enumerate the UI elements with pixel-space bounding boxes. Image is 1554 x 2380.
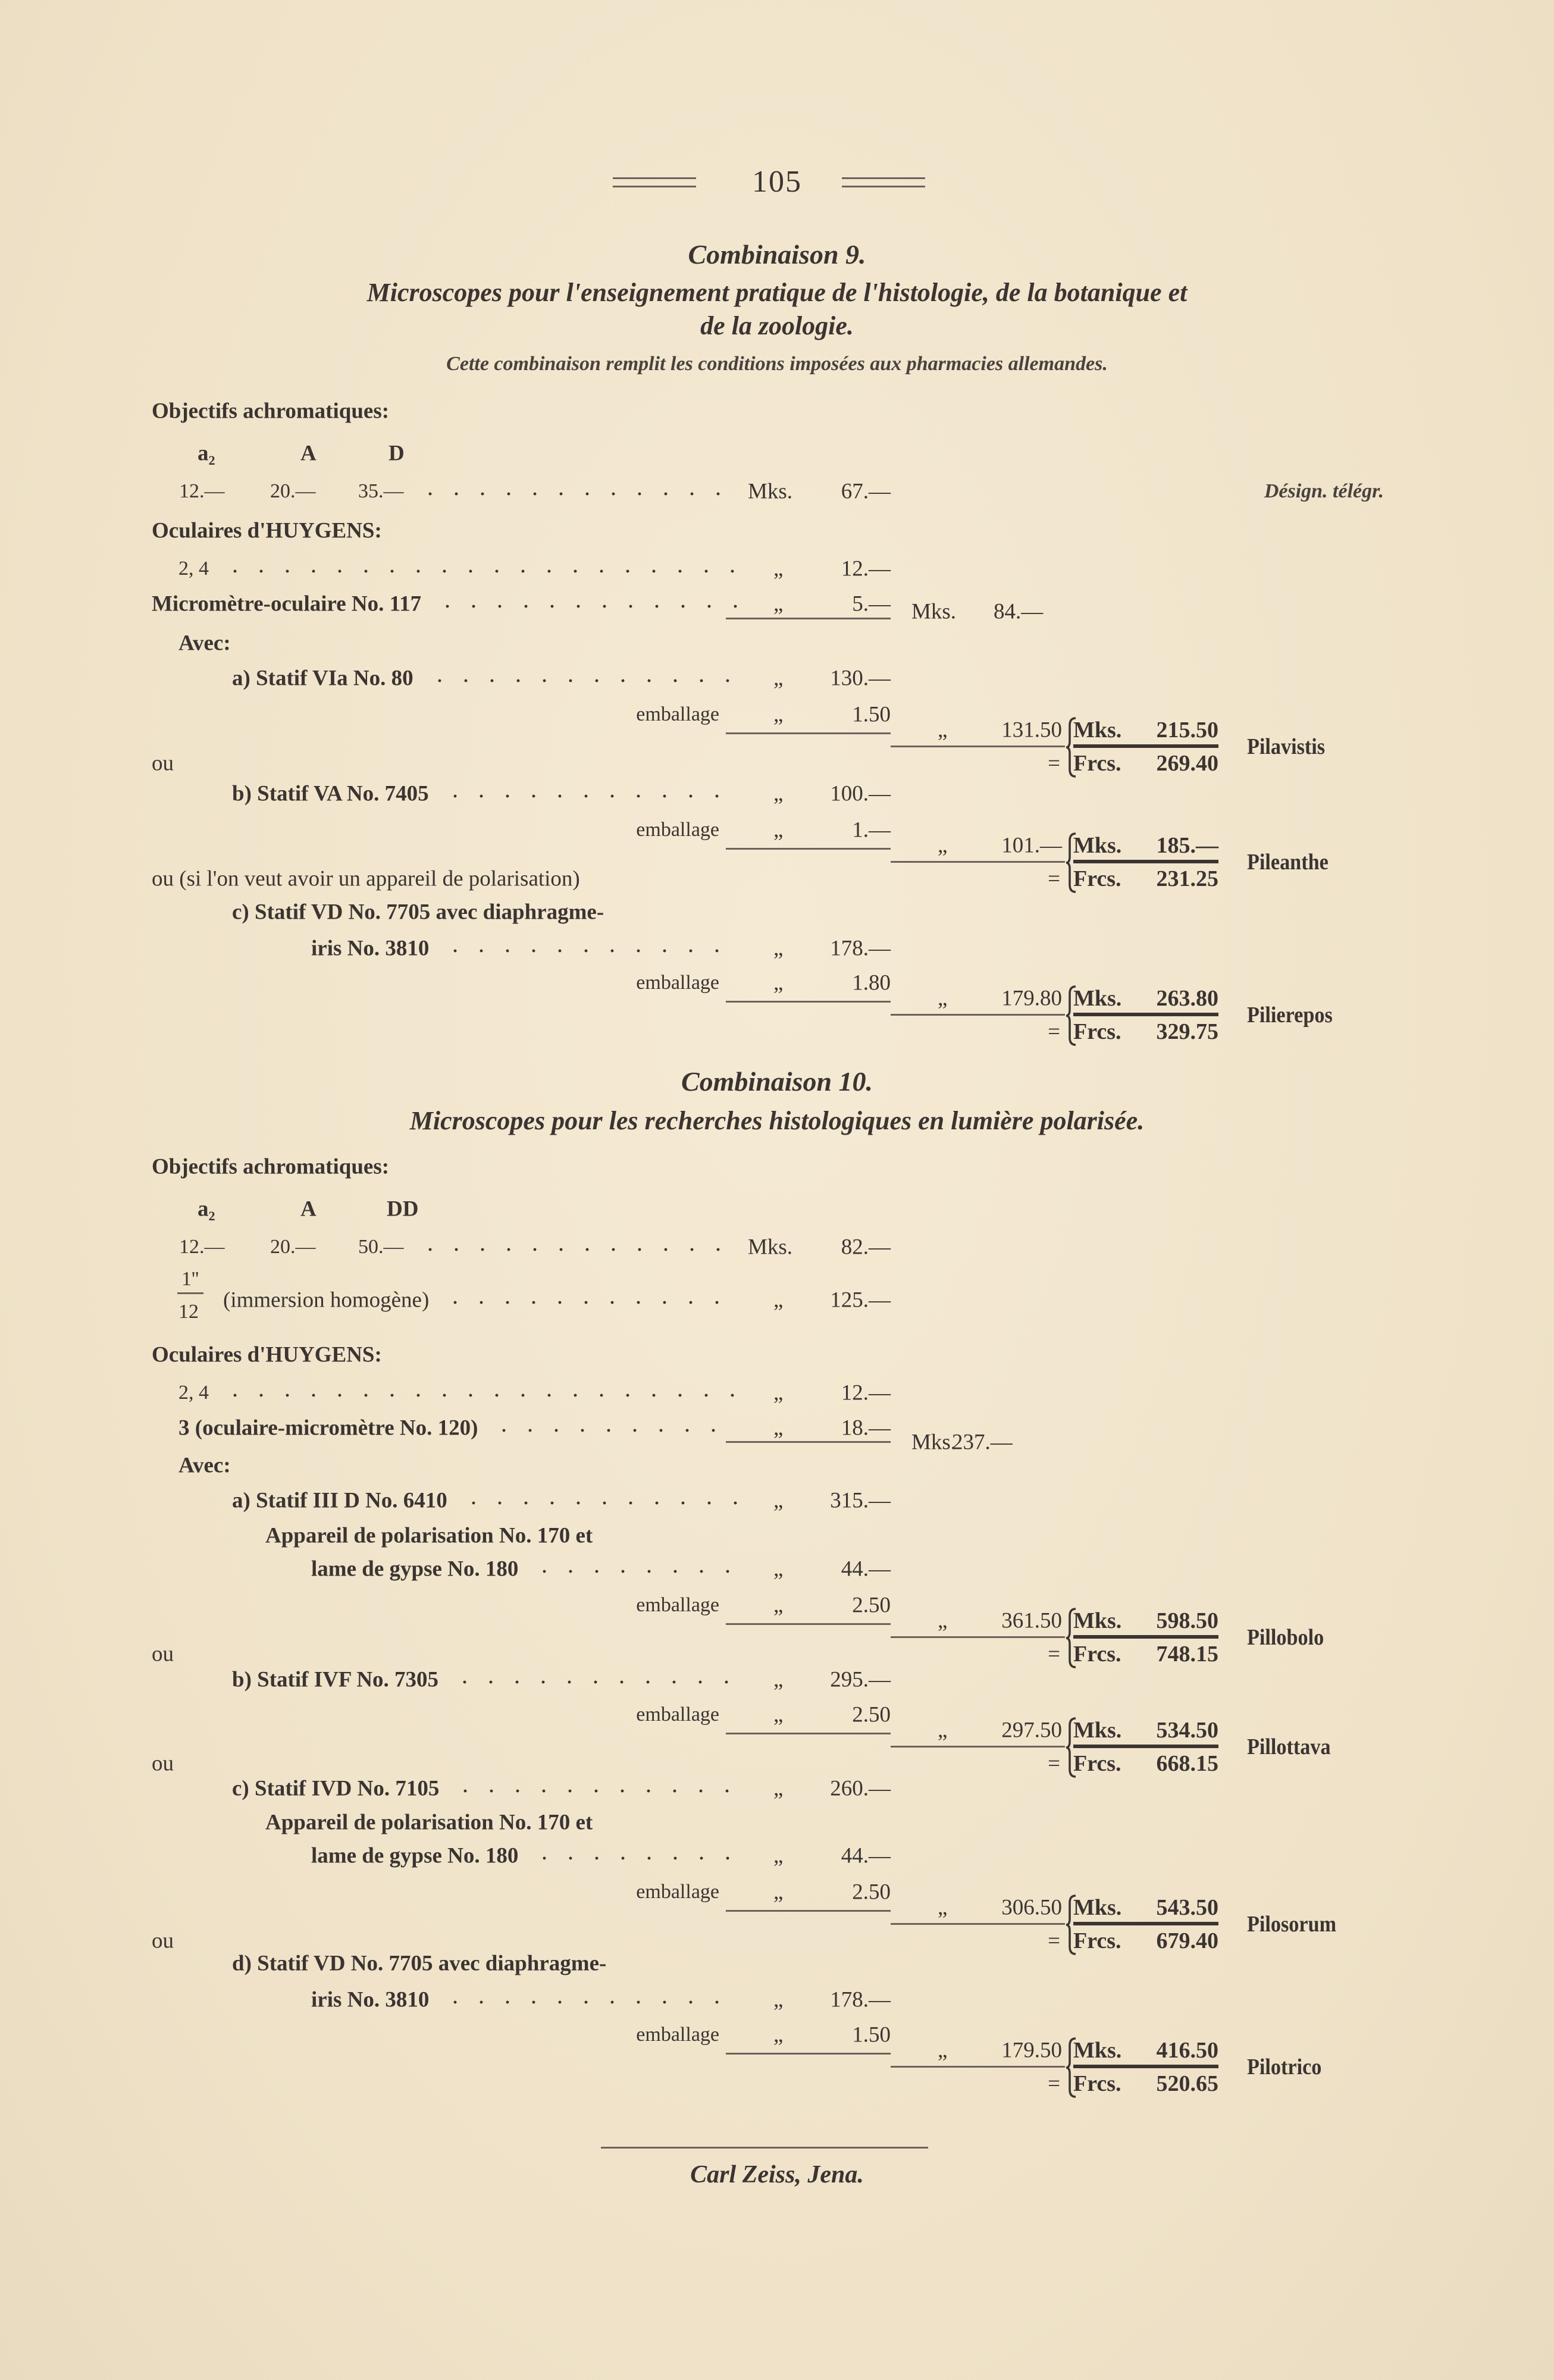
ditto-mark: „ bbox=[773, 1667, 784, 1692]
subtotal-value: 297.50 bbox=[1001, 1718, 1062, 1743]
marks-label: Mks. bbox=[1073, 833, 1122, 858]
ditto-mark: „ bbox=[773, 970, 784, 995]
rule-divider bbox=[726, 1623, 891, 1625]
dot-leader bbox=[222, 569, 738, 573]
ditto-mark: „ bbox=[773, 936, 784, 961]
item-price: 100.— bbox=[830, 781, 891, 806]
item-label: d) Statif VD No. 7705 avec diaphragme- bbox=[232, 1951, 607, 1976]
ditto-mark: „ bbox=[938, 1895, 948, 1920]
ditto-mark: „ bbox=[773, 1288, 784, 1313]
item-price: 295.— bbox=[830, 1667, 891, 1692]
double-rule bbox=[1073, 1635, 1218, 1639]
marks-total: 185.— bbox=[1156, 833, 1218, 858]
rule-divider bbox=[726, 2053, 891, 2055]
currency-label: Mks. bbox=[911, 1430, 957, 1455]
objectives-total: 82.— bbox=[841, 1235, 891, 1260]
dot-leader bbox=[531, 1856, 738, 1860]
objective-name: a₂ bbox=[198, 1197, 215, 1222]
fraction-numerator: 1'' bbox=[181, 1268, 199, 1290]
rule-divider bbox=[891, 746, 1065, 747]
rule-divider bbox=[726, 732, 891, 734]
dot-leader bbox=[442, 949, 738, 953]
marks-label: Mks. bbox=[1073, 718, 1122, 743]
ditto-mark: „ bbox=[773, 702, 784, 727]
ornament-rule bbox=[613, 186, 696, 187]
objective-price: 12.— bbox=[179, 1236, 225, 1258]
subtotal-value: 361.50 bbox=[1001, 1608, 1062, 1633]
item-label: Appareil de polarisation No. 170 et bbox=[265, 1523, 593, 1548]
ditto-mark: „ bbox=[773, 591, 784, 616]
ditto-mark: „ bbox=[773, 1702, 784, 1727]
francs-label: Frcs. bbox=[1073, 2071, 1121, 2096]
currency-label: Mks. bbox=[911, 599, 957, 624]
objective-price: 12.— bbox=[179, 480, 225, 502]
item-price: 260.— bbox=[830, 1776, 891, 1801]
ditto-mark: „ bbox=[938, 1718, 948, 1743]
item-price: 44.— bbox=[841, 1843, 891, 1868]
packing-price: 2.50 bbox=[852, 1702, 891, 1727]
item-label: c) Statif VD No. 7705 avec diaphragme- bbox=[232, 900, 604, 925]
rule-divider bbox=[891, 1923, 1065, 1925]
ditto-mark: „ bbox=[938, 2038, 948, 2063]
telegraph-code: Pilierepos bbox=[1247, 1003, 1333, 1028]
item-label: iris No. 3810 bbox=[311, 936, 430, 961]
ditto-mark: „ bbox=[773, 1416, 784, 1440]
eyepieces-heading: Oculaires d'HUYGENS: bbox=[152, 518, 382, 543]
ditto-mark: „ bbox=[938, 986, 948, 1011]
marks-total: 416.50 bbox=[1156, 2038, 1218, 2063]
telegraph-code: Pillobolo bbox=[1247, 1625, 1324, 1650]
item-label: b) Statif IVF No. 7305 bbox=[232, 1667, 439, 1692]
packing-label: emballage bbox=[636, 1881, 719, 1903]
marks-total: 263.80 bbox=[1156, 986, 1218, 1011]
equals-sign: = bbox=[1048, 866, 1060, 891]
ditto-mark: „ bbox=[773, 818, 784, 843]
subtotal-value: 101.— bbox=[1001, 833, 1062, 858]
objective-price: 20.— bbox=[270, 480, 316, 502]
dot-leader bbox=[442, 2000, 738, 2004]
item-label: lame de gypse No. 180 bbox=[311, 1843, 519, 1868]
packing-price: 2.50 bbox=[852, 1880, 891, 1905]
ornament-rule bbox=[613, 177, 696, 179]
packing-label: emballage bbox=[636, 972, 719, 994]
objective-price: 20.— bbox=[270, 1236, 316, 1258]
telegraph-code: Pillottava bbox=[1247, 1734, 1331, 1759]
subtotal-value: 306.50 bbox=[1001, 1895, 1062, 1920]
ditto-mark: „ bbox=[938, 833, 948, 858]
francs-label: Frcs. bbox=[1073, 1751, 1121, 1776]
item-label: a) Statif III D No. 6410 bbox=[232, 1488, 447, 1513]
item-label: 3 (oculaire-micromètre No. 120) bbox=[178, 1416, 478, 1440]
dot-leader bbox=[442, 1301, 738, 1304]
objective-price: 50.— bbox=[358, 1236, 404, 1258]
rule-divider bbox=[726, 1910, 891, 1912]
objective-name: A bbox=[300, 1197, 317, 1222]
ditto-mark: „ bbox=[773, 1380, 784, 1405]
francs-total: 679.40 bbox=[1156, 1928, 1218, 1953]
dot-leader bbox=[452, 1680, 738, 1684]
equals-sign: = bbox=[1048, 1928, 1060, 1953]
objective-name: DD bbox=[387, 1197, 419, 1222]
packing-price: 1.80 bbox=[852, 970, 891, 995]
marks-total: 534.50 bbox=[1156, 1718, 1218, 1743]
rule-divider bbox=[891, 861, 1065, 863]
francs-total: 329.75 bbox=[1156, 1019, 1218, 1044]
packing-price: 1.— bbox=[852, 818, 891, 843]
with-heading: Avec: bbox=[178, 631, 231, 656]
packing-label: emballage bbox=[636, 819, 719, 841]
separator-ou: ou bbox=[152, 1642, 174, 1667]
page-number: 105 bbox=[752, 165, 802, 199]
item-price: 12.— bbox=[841, 556, 891, 581]
francs-label: Frcs. bbox=[1073, 866, 1121, 891]
rule-divider bbox=[891, 1746, 1065, 1748]
marks-total: 598.50 bbox=[1156, 1608, 1218, 1633]
separator-ou: ou bbox=[152, 751, 174, 776]
double-rule bbox=[1073, 2065, 1218, 2068]
equals-sign: = bbox=[1048, 1019, 1060, 1044]
ornament-rule bbox=[842, 177, 925, 179]
dot-leader bbox=[427, 679, 738, 682]
section-subtitle: Microscopes pour l'enseignement pratique de l'histologie, de la botanique et bbox=[366, 278, 1188, 307]
francs-label: Frcs. bbox=[1073, 1642, 1121, 1667]
marks-label: Mks. bbox=[1073, 2038, 1122, 2063]
packing-label: emballage bbox=[636, 1594, 719, 1616]
telegraph-code: Pilotrico bbox=[1247, 2055, 1322, 2080]
francs-label: Frcs. bbox=[1073, 751, 1121, 776]
dot-leader bbox=[417, 1248, 738, 1251]
objective-name: a₂ bbox=[198, 441, 215, 466]
section-note: Cette combinaison remplit les conditions imposées aux pharmacies allemandes. bbox=[446, 353, 1108, 375]
ditto-mark: „ bbox=[773, 781, 784, 806]
objectives-heading: Objectifs achromatiques: bbox=[152, 1154, 390, 1179]
telegraph-heading: Désign. télégr. bbox=[1264, 480, 1384, 502]
ditto-mark: „ bbox=[773, 1987, 784, 2012]
double-rule bbox=[1073, 1922, 1218, 1925]
francs-total: 231.25 bbox=[1156, 866, 1218, 891]
item-price: 44.— bbox=[841, 1557, 891, 1582]
item-label: a) Statif VIa No. 80 bbox=[232, 666, 413, 691]
section-title: Combinaison 9. bbox=[688, 239, 866, 270]
fraction-bar bbox=[177, 1292, 203, 1294]
dot-leader bbox=[434, 605, 738, 608]
item-price: 125.— bbox=[830, 1288, 891, 1313]
subtotal-value: 179.80 bbox=[1001, 986, 1062, 1011]
equals-sign: = bbox=[1048, 751, 1060, 776]
double-rule bbox=[1073, 860, 1218, 863]
dot-leader bbox=[442, 794, 738, 798]
section-subtitle: de la zoologie. bbox=[700, 311, 854, 340]
item-label: lame de gypse No. 180 bbox=[311, 1557, 519, 1582]
immersion-label: (immersion homogène) bbox=[223, 1288, 430, 1313]
ditto-mark: „ bbox=[773, 556, 784, 581]
optics-total: 237.— bbox=[952, 1430, 1013, 1455]
equals-sign: = bbox=[1048, 1642, 1060, 1667]
subtotal-value: 131.50 bbox=[1001, 718, 1062, 743]
optics-total: 84.— bbox=[994, 599, 1044, 624]
francs-total: 520.65 bbox=[1156, 2071, 1218, 2096]
rule-divider bbox=[726, 1733, 891, 1734]
telegraph-code: Pileanthe bbox=[1247, 850, 1329, 875]
marks-label: Mks. bbox=[1073, 1718, 1122, 1743]
item-price: 18.— bbox=[841, 1416, 891, 1440]
fraction-denominator: 12 bbox=[178, 1301, 199, 1323]
item-price: 178.— bbox=[830, 1987, 891, 2012]
item-label: Micromètre-oculaire No. 117 bbox=[152, 591, 422, 616]
marks-total: 543.50 bbox=[1156, 1895, 1218, 1920]
objectives-total: 67.— bbox=[841, 479, 891, 504]
francs-label: Frcs. bbox=[1073, 1019, 1121, 1044]
ditto-mark: „ bbox=[773, 1488, 784, 1513]
ditto-mark: „ bbox=[773, 1557, 784, 1582]
currency-label: Mks. bbox=[748, 1235, 793, 1260]
item-label: Appareil de polarisation No. 170 et bbox=[265, 1810, 593, 1835]
rule-divider bbox=[726, 1441, 891, 1443]
item-price: 130.— bbox=[830, 666, 891, 691]
rule-divider bbox=[726, 848, 891, 850]
section-subtitle: Microscopes pour les recherches histologiques en lumière polarisée. bbox=[409, 1106, 1145, 1135]
ditto-mark: „ bbox=[938, 1608, 948, 1633]
rule-divider bbox=[726, 618, 891, 619]
marks-total: 215.50 bbox=[1156, 718, 1218, 743]
double-rule bbox=[1073, 1745, 1218, 1748]
item-price: 5.— bbox=[852, 591, 891, 616]
currency-label: Mks. bbox=[748, 479, 793, 504]
marks-label: Mks. bbox=[1073, 986, 1122, 1011]
dot-leader bbox=[417, 492, 738, 496]
footer-rule bbox=[601, 2147, 928, 2149]
ditto-mark: „ bbox=[773, 2022, 784, 2047]
ditto-mark: „ bbox=[773, 1843, 784, 1868]
packing-label: emballage bbox=[636, 2024, 719, 2046]
double-rule bbox=[1073, 1013, 1218, 1016]
item-price: 12.— bbox=[841, 1380, 891, 1405]
item-label: iris No. 3810 bbox=[311, 1987, 430, 2012]
francs-total: 748.15 bbox=[1156, 1642, 1218, 1667]
double-rule bbox=[1073, 744, 1218, 748]
item-label: b) Statif VA No. 7405 bbox=[232, 781, 429, 806]
eyepieces-heading: Oculaires d'HUYGENS: bbox=[152, 1342, 382, 1367]
rule-divider bbox=[891, 2066, 1065, 2068]
rule-divider bbox=[891, 1636, 1065, 1638]
equals-sign: = bbox=[1048, 2071, 1060, 2096]
item-label: c) Statif IVD No. 7105 bbox=[232, 1776, 440, 1801]
dot-leader bbox=[460, 1501, 738, 1505]
equals-sign: = bbox=[1048, 1751, 1060, 1776]
subtotal-value: 179.50 bbox=[1001, 2038, 1062, 2063]
separator-ou: ou bbox=[152, 1928, 174, 1953]
packing-price: 1.50 bbox=[852, 2022, 891, 2047]
telegraph-code: Pilosorum bbox=[1247, 1912, 1337, 1937]
ditto-mark: „ bbox=[938, 718, 948, 743]
ditto-mark: „ bbox=[773, 1776, 784, 1801]
rule-divider bbox=[891, 1014, 1065, 1016]
item-label: 2, 4 bbox=[178, 558, 209, 580]
packing-label: emballage bbox=[636, 703, 719, 725]
marks-label: Mks. bbox=[1073, 1608, 1122, 1633]
packing-label: emballage bbox=[636, 1703, 719, 1726]
rule-divider bbox=[726, 1001, 891, 1003]
item-price: 178.— bbox=[830, 936, 891, 961]
objective-name: D bbox=[388, 441, 405, 466]
separator-ou: ou bbox=[152, 1751, 174, 1776]
packing-price: 2.50 bbox=[852, 1593, 891, 1618]
ditto-mark: „ bbox=[773, 1880, 784, 1905]
francs-total: 269.40 bbox=[1156, 751, 1218, 776]
publisher-signature: Carl Zeiss, Jena. bbox=[690, 2161, 864, 2188]
item-label: 2, 4 bbox=[178, 1382, 209, 1404]
dot-leader bbox=[491, 1429, 738, 1432]
francs-label: Frcs. bbox=[1073, 1928, 1121, 1953]
dot-leader bbox=[531, 1570, 738, 1573]
objective-price: 35.— bbox=[358, 480, 404, 502]
marks-label: Mks. bbox=[1073, 1895, 1122, 1920]
packing-price: 1.50 bbox=[852, 702, 891, 727]
dot-leader bbox=[452, 1789, 738, 1793]
francs-total: 668.15 bbox=[1156, 1751, 1218, 1776]
ditto-mark: „ bbox=[773, 1593, 784, 1618]
ditto-mark: „ bbox=[773, 666, 784, 691]
ornament-rule bbox=[842, 186, 925, 187]
telegraph-code: Pilavistis bbox=[1247, 734, 1326, 759]
dot-leader bbox=[222, 1393, 738, 1397]
separator-ou: ou (si l'on veut avoir un appareil de polarisation) bbox=[152, 866, 580, 891]
item-price: 315.— bbox=[830, 1488, 891, 1513]
objective-name: A bbox=[300, 441, 317, 466]
section-title: Combinaison 10. bbox=[681, 1066, 873, 1097]
with-heading: Avec: bbox=[178, 1453, 231, 1478]
objectives-heading: Objectifs achromatiques: bbox=[152, 399, 390, 424]
